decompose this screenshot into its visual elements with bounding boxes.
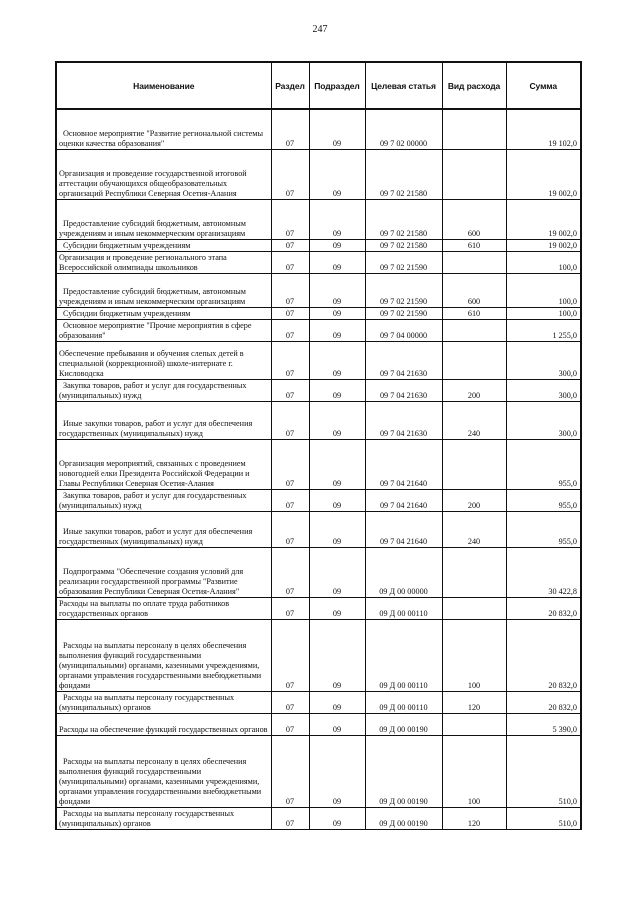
cell-name: Обеспечение пребывания и обучения слепых детей в специальной (коррекционной) школе-интернате г. Кисловодска: [56, 341, 271, 379]
cell-subsection: 09: [309, 199, 365, 239]
cell-subsection: 09: [309, 341, 365, 379]
cell-name: Закупка товаров, работ и услуг для государственных (муниципальных) нужд: [56, 489, 271, 511]
cell-name: Организация и проведение регионального этапа Всероссийской олимпиады школьников: [56, 251, 271, 273]
table-row: [56, 149, 581, 199]
cell-amount: 100,0: [506, 307, 581, 319]
cell-target: 09 7 04 21640: [365, 511, 442, 547]
cell-section: 07: [271, 713, 309, 735]
cell-name: Закупка товаров, работ и услуг для государственных (муниципальных) нужд: [56, 379, 271, 401]
cell-name: Субсидии бюджетным учреждениям: [56, 307, 271, 319]
cell-subsection: 09: [309, 547, 365, 597]
cell-target: 09 7 04 21630: [365, 341, 442, 379]
cell-name: Субсидии бюджетным учреждениям: [56, 239, 271, 251]
cell-expense: 600: [442, 273, 506, 307]
cell-name: Основное мероприятие "Прочие мероприятия в сфере образования": [56, 319, 271, 341]
cell-name: Расходы на выплаты по оплате труда работников государственных органов: [56, 597, 271, 619]
cell-amount: 300,0: [506, 401, 581, 439]
cell-subsection: 09: [309, 109, 365, 149]
cell-name: Расходы на выплаты персоналу в целях обеспечения выполнения функций государственными (муниципальными) органами, казенными учреждениями, органами управления государственными внебюджетными фондами: [56, 619, 271, 691]
cell-expense: [442, 547, 506, 597]
cell-name: Иные закупки товаров, работ и услуг для обеспечения государственных (муниципальных) нужд: [56, 401, 271, 439]
cell-section: 07: [271, 319, 309, 341]
cell-subsection: 09: [309, 401, 365, 439]
cell-name: Предоставление субсидий бюджетным, автономным учреждениям и иным некоммерческим организациям: [56, 199, 271, 239]
cell-target: 09 7 02 21580: [365, 149, 442, 199]
cell-section: 07: [271, 619, 309, 691]
cell-amount: 5 390,0: [506, 713, 581, 735]
table-header-row: [56, 62, 581, 109]
cell-name: Расходы на выплаты персоналу в целях обеспечения выполнения функций государственными (муниципальными) органами, казенными учреждениями, органами управления государственными внебюджетными фондами: [56, 735, 271, 807]
cell-expense: 610: [442, 307, 506, 319]
cell-expense: 120: [442, 691, 506, 713]
cell-section: 07: [271, 149, 309, 199]
cell-amount: 300,0: [506, 379, 581, 401]
cell-name: Подпрограмма "Обеспечение создания условий для реализации государственной программы "Развитие образования Республики Северная Осетия-Алания": [56, 547, 271, 597]
cell-amount: 100,0: [506, 251, 581, 273]
header-target: Целевая статья: [365, 62, 442, 109]
table-row: [56, 489, 581, 511]
cell-section: 07: [271, 307, 309, 319]
cell-amount: 1 255,0: [506, 319, 581, 341]
cell-name: Иные закупки товаров, работ и услуг для обеспечения государственных (муниципальных) нужд: [56, 511, 271, 547]
cell-amount: 30 422,8: [506, 547, 581, 597]
cell-amount: 19 102,0: [506, 109, 581, 149]
header-section: Раздел: [271, 62, 309, 109]
cell-section: 07: [271, 547, 309, 597]
cell-expense: 240: [442, 511, 506, 547]
table-row: [56, 341, 581, 379]
cell-section: 07: [271, 597, 309, 619]
cell-expense: [442, 341, 506, 379]
cell-expense: [442, 149, 506, 199]
cell-target: 09 7 04 21630: [365, 401, 442, 439]
cell-subsection: 09: [309, 439, 365, 489]
cell-expense: 600: [442, 199, 506, 239]
cell-name: Предоставление субсидий бюджетным, автономным учреждениям и иным некоммерческим организациям: [56, 273, 271, 307]
cell-section: 07: [271, 379, 309, 401]
cell-expense: [442, 713, 506, 735]
cell-amount: 955,0: [506, 439, 581, 489]
cell-expense: 120: [442, 807, 506, 829]
table-row: [56, 307, 581, 319]
cell-target: 09 7 02 21590: [365, 307, 442, 319]
table-row: [56, 547, 581, 597]
table-row: [56, 597, 581, 619]
cell-target: 09 Д 00 00190: [365, 807, 442, 829]
cell-section: 07: [271, 439, 309, 489]
cell-name: Основное мероприятие "Развитие региональной системы оценки качества образования": [56, 109, 271, 149]
cell-section: 07: [271, 251, 309, 273]
cell-expense: 100: [442, 619, 506, 691]
table-row: [56, 109, 581, 149]
cell-amount: 955,0: [506, 511, 581, 547]
cell-target: 09 7 04 00000: [365, 319, 442, 341]
cell-target: 09 Д 00 00190: [365, 713, 442, 735]
table-row: [56, 439, 581, 489]
table-row: [56, 319, 581, 341]
cell-amount: 100,0: [506, 273, 581, 307]
cell-expense: [442, 251, 506, 273]
cell-name: Расходы на выплаты персоналу государственных (муниципальных) органов: [56, 691, 271, 713]
cell-expense: 200: [442, 489, 506, 511]
header-expense: Вид расхода: [442, 62, 506, 109]
cell-target: 09 Д 00 00190: [365, 735, 442, 807]
cell-name: Организация и проведение государственной итоговой аттестации обучающихся общеобразовательных организаций Республики Северная Осетия-Алания: [56, 149, 271, 199]
cell-subsection: 09: [309, 319, 365, 341]
cell-target: 09 7 02 21580: [365, 199, 442, 239]
table-row: [56, 619, 581, 691]
cell-name: Расходы на обеспечение функций государственных органов: [56, 713, 271, 735]
cell-section: 07: [271, 341, 309, 379]
table-row: [56, 401, 581, 439]
cell-subsection: 09: [309, 619, 365, 691]
cell-section: 07: [271, 489, 309, 511]
cell-amount: 19 002,0: [506, 149, 581, 199]
table-row: [56, 239, 581, 251]
cell-amount: 510,0: [506, 735, 581, 807]
cell-subsection: 09: [309, 149, 365, 199]
cell-section: 07: [271, 199, 309, 239]
table-row: [56, 807, 581, 829]
cell-target: 09 7 02 21580: [365, 239, 442, 251]
cell-section: 07: [271, 691, 309, 713]
cell-subsection: 09: [309, 379, 365, 401]
cell-expense: 200: [442, 379, 506, 401]
cell-subsection: 09: [309, 239, 365, 251]
cell-name: Расходы на выплаты персоналу государственных (муниципальных) органов: [56, 807, 271, 829]
table-row: [56, 273, 581, 307]
table-row: [56, 735, 581, 807]
cell-amount: 20 832,0: [506, 597, 581, 619]
cell-target: 09 7 02 00000: [365, 109, 442, 149]
cell-amount: 510,0: [506, 807, 581, 829]
cell-expense: [442, 597, 506, 619]
cell-target: 09 7 04 21640: [365, 439, 442, 489]
cell-amount: 300,0: [506, 341, 581, 379]
cell-subsection: 09: [309, 735, 365, 807]
cell-section: 07: [271, 273, 309, 307]
cell-subsection: 09: [309, 251, 365, 273]
cell-target: 09 7 04 21630: [365, 379, 442, 401]
cell-subsection: 09: [309, 691, 365, 713]
cell-target: 09 7 04 21640: [365, 489, 442, 511]
cell-amount: 19 002,0: [506, 199, 581, 239]
cell-subsection: 09: [309, 307, 365, 319]
cell-subsection: 09: [309, 597, 365, 619]
cell-target: 09 7 02 21590: [365, 251, 442, 273]
table-row: [56, 251, 581, 273]
cell-amount: 20 832,0: [506, 691, 581, 713]
table-row: [56, 713, 581, 735]
cell-section: 07: [271, 109, 309, 149]
cell-expense: [442, 439, 506, 489]
header-subsection: Подраздел: [309, 62, 365, 109]
cell-section: 07: [271, 511, 309, 547]
cell-section: 07: [271, 401, 309, 439]
cell-expense: [442, 109, 506, 149]
cell-amount: 955,0: [506, 489, 581, 511]
cell-amount: 19 002,0: [506, 239, 581, 251]
cell-subsection: 09: [309, 713, 365, 735]
cell-subsection: 09: [309, 807, 365, 829]
cell-section: 07: [271, 239, 309, 251]
cell-section: 07: [271, 735, 309, 807]
table-row: [56, 199, 581, 239]
page-number: 247: [312, 24, 328, 35]
table-row: [56, 691, 581, 713]
cell-subsection: 09: [309, 489, 365, 511]
cell-section: 07: [271, 807, 309, 829]
cell-expense: 100: [442, 735, 506, 807]
cell-expense: 240: [442, 401, 506, 439]
cell-name: Организация мероприятий, связанных с проведением новогодней елки Президента Российской Федерации и Главы Республики Северная Осетия-Алания: [56, 439, 271, 489]
cell-target: 09 Д 00 00110: [365, 597, 442, 619]
cell-expense: 610: [442, 239, 506, 251]
cell-target: 09 Д 00 00110: [365, 619, 442, 691]
cell-subsection: 09: [309, 273, 365, 307]
header-name: Наименование: [56, 62, 271, 109]
cell-target: 09 7 02 21590: [365, 273, 442, 307]
cell-amount: 20 832,0: [506, 619, 581, 691]
header-amount: Сумма: [506, 62, 581, 109]
cell-target: 09 Д 00 00000: [365, 547, 442, 597]
cell-subsection: 09: [309, 511, 365, 547]
table-row: [56, 379, 581, 401]
table-row: [56, 511, 581, 547]
budget-table: [55, 61, 582, 830]
cell-expense: [442, 319, 506, 341]
cell-target: 09 Д 00 00110: [365, 691, 442, 713]
